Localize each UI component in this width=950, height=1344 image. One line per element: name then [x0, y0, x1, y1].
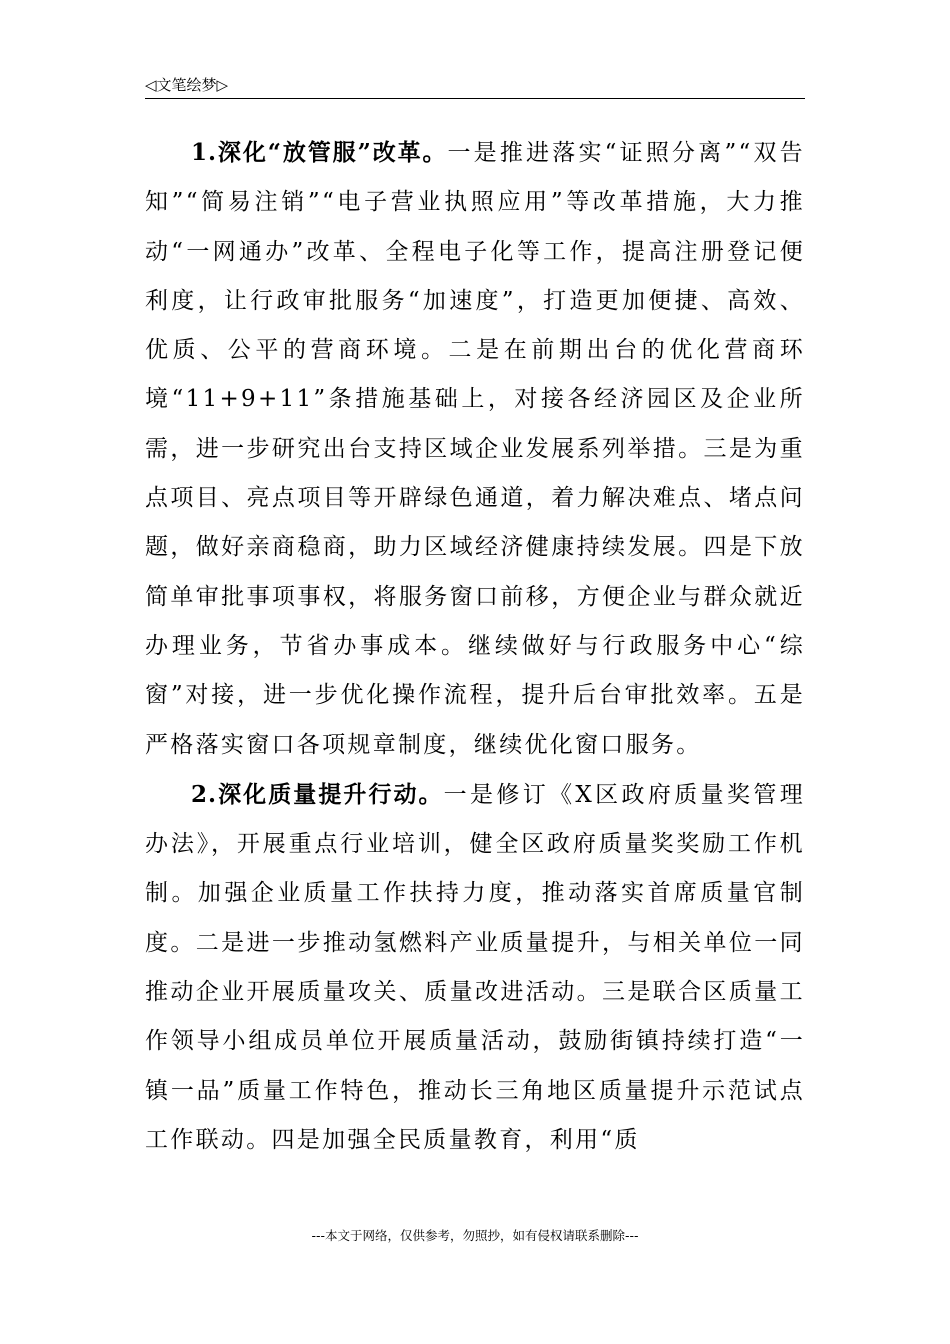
paragraph-2-heading: 2.深化质量提升行动。	[191, 780, 444, 808]
paragraph-2	[145, 770, 805, 1165]
page-header	[145, 72, 805, 99]
paragraph-2-text: 一是修订《X区政府质量奖管理办法》，开展重点行业培训，健全区政府质量奖奖励工作机制。加强企业质量工作扶持力度，推动落实首席质量官制度。二是进一步推动氢燃料产业质量提升，与相关单位一同推动企业开展质量攻关、质量改进活动。三是联合区质量工作领导小组成员单位开展质量活动，鼓励街镇持续打造“一镇一品”质量工作特色，推动长三角地区质量提升示范试点工作联动。四是加强全民质量教育，利用“质	[145, 781, 805, 1153]
document-body	[145, 128, 805, 1165]
header-title: ◁文笔绘梦▷	[145, 76, 229, 94]
paragraph-1-heading: 1.深化“放管服”改革。	[191, 139, 448, 166]
footer-notice: ---本文于网络，仅供参考，勿照抄，如有侵权请联系删除---	[311, 1228, 639, 1243]
paragraph-1-text: 一是推进落实“证照分离”“双告知”“简易注销”“电子营业执照应用”等改革措施，大力推动“一网通办”改革、全程电子化等工作，提高注册登记便利度，让行政审批服务“加速度”，打造更加便捷、高效、优质、公平的营商环境。二是在前期出台的优化营商环境“11+9+11”条措施基础上，对接各经济园区及企业所需，进一步研究出台支持区域企业发展系列举措。三是为重点项目、亮点项目等开辟绿色通道，着力解决难点、堵点问题，做好亲商稳商，助力区域经济健康持续发展。四是下放简单审批事项事权，将服务窗口前移，方便企业与群众就近办理业务，节省办事成本。继续做好与行政服务中心“综窗”对接，进一步优化操作流程，提升后台审批效率。五是严格落实窗口各项规章制度，继续优化窗口服务。	[145, 140, 805, 758]
paragraph-1	[145, 128, 805, 770]
